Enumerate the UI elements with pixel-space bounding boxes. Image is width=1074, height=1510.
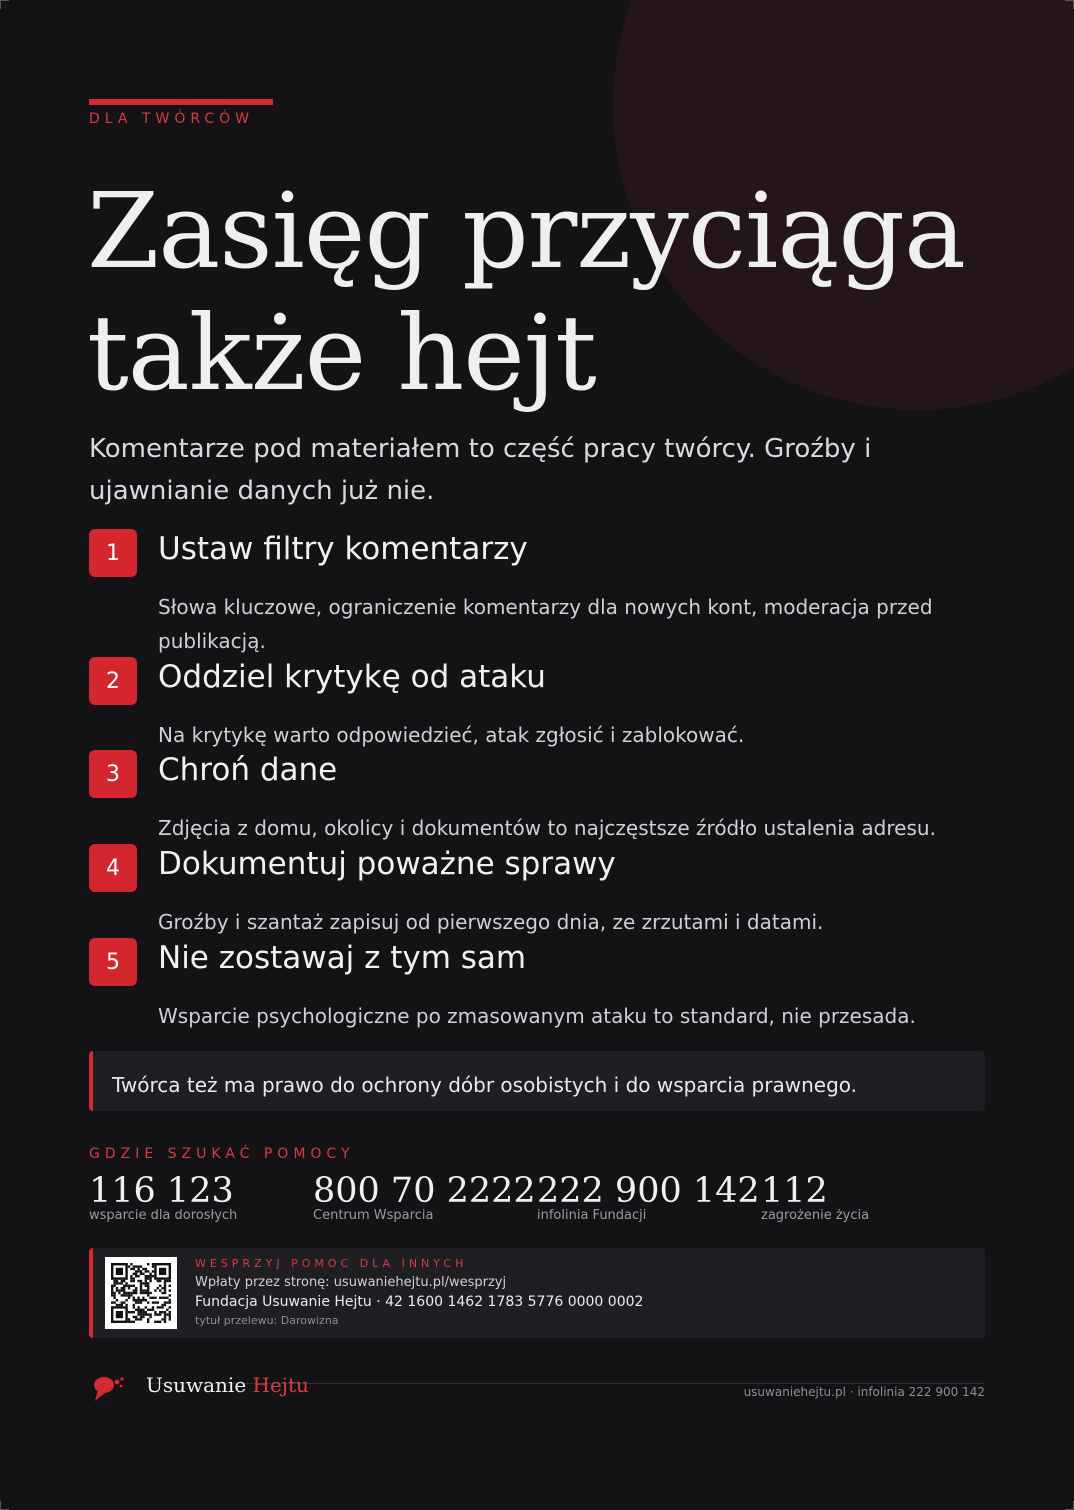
step-number-badge: 4 — [89, 844, 137, 892]
hotline-number: 222 900 142 — [537, 1171, 760, 1211]
footer-contact: usuwaniehejtu.pl · infolinia 222 900 142 — [743, 1385, 985, 1399]
donate-heading: WESPRZYJ POMOC DLA INNYCH — [195, 1257, 468, 1270]
crop-mark — [1065, 0, 1074, 9]
step-title: Ustaw filtry komentarzy — [158, 531, 528, 567]
crop-mark — [0, 1501, 9, 1510]
logo-word-2: Hejtu — [252, 1373, 309, 1397]
speech-bubble-icon — [92, 1374, 126, 1404]
step-number-badge: 1 — [89, 529, 137, 577]
kicker-accent-bar — [89, 99, 273, 105]
qr-code-icon[interactable] — [105, 1257, 177, 1329]
hotline-item — [89, 1170, 237, 1223]
step-number-badge: 2 — [89, 657, 137, 705]
callout-text: Twórca też ma prawo do ochrony dóbr osobistych i do wsparcia prawnego. — [112, 1073, 858, 1097]
step-number-badge: 3 — [89, 750, 137, 798]
hotline-number: 112 — [761, 1171, 828, 1211]
step-description: Słowa kluczowe, ograniczenie komentarzy dla nowych kont, moderacja przed publikacją. — [158, 595, 933, 653]
hotline-item — [761, 1170, 869, 1223]
step-description: Wsparcie psychologiczne po zmasowanym ataku to standard, nie przesada. — [158, 1004, 916, 1028]
hotline-item — [313, 1170, 536, 1223]
donate-transfer-title: tytuł przelewu: Darowizna — [195, 1314, 339, 1327]
step-title: Chroń dane — [158, 752, 338, 788]
kicker-label: DLA TWÓRCÓW — [89, 111, 255, 127]
crop-mark — [0, 0, 9, 9]
legal-rights-callout — [89, 1051, 985, 1111]
donation-panel — [89, 1248, 985, 1338]
hotline-item — [537, 1170, 760, 1223]
step-description: Na krytykę warto odpowiedzieć, atak zgłosić i zablokować. — [158, 723, 745, 747]
hotline-number: 116 123 — [89, 1171, 234, 1211]
hotline-label: Centrum Wsparcia — [313, 1208, 434, 1223]
hotline-label: infolinia Fundacji — [537, 1208, 647, 1223]
step-description: Zdjęcia z domu, okolicy i dokumentów to najczęstsze źródło ustalenia adresu. — [158, 816, 936, 840]
donate-account-line: Fundacja Usuwanie Hejtu · 42 1600 1462 1783 5776 0000 0002 — [195, 1294, 644, 1310]
step-number-badge: 5 — [89, 938, 137, 986]
step-description: Groźby i szantaż zapisuj od pierwszego dnia, ze zrzutami i datami. — [158, 910, 824, 934]
step-title: Dokumentuj poważne sprawy — [158, 846, 616, 882]
donate-url-line: Wpłaty przez stronę: usuwaniehejtu.pl/wesprzyj — [195, 1275, 507, 1290]
hotline-number: 800 70 2222 — [313, 1171, 536, 1211]
step-title: Nie zostawaj z tym sam — [158, 940, 527, 976]
hotline-label: zagrożenie życia — [761, 1208, 870, 1223]
hotline-label: wsparcie dla dorosłych — [89, 1208, 238, 1223]
brand-logo[interactable] — [146, 1373, 309, 1397]
lead-paragraph: Komentarze pod materiałem to część pracy twórcy. Groźby i ujawnianie danych już nie. — [89, 434, 872, 506]
crop-mark — [1065, 1501, 1074, 1510]
step-title: Oddziel krytykę od ataku — [158, 659, 546, 695]
page-title — [87, 170, 1047, 414]
help-heading: GDZIE SZUKAĆ POMOCY — [89, 1146, 355, 1162]
title-line-2: także hejt — [87, 292, 596, 414]
title-line-1: Zasięg przyciąga — [87, 170, 966, 292]
logo-word-1: Usuwanie — [146, 1373, 247, 1397]
